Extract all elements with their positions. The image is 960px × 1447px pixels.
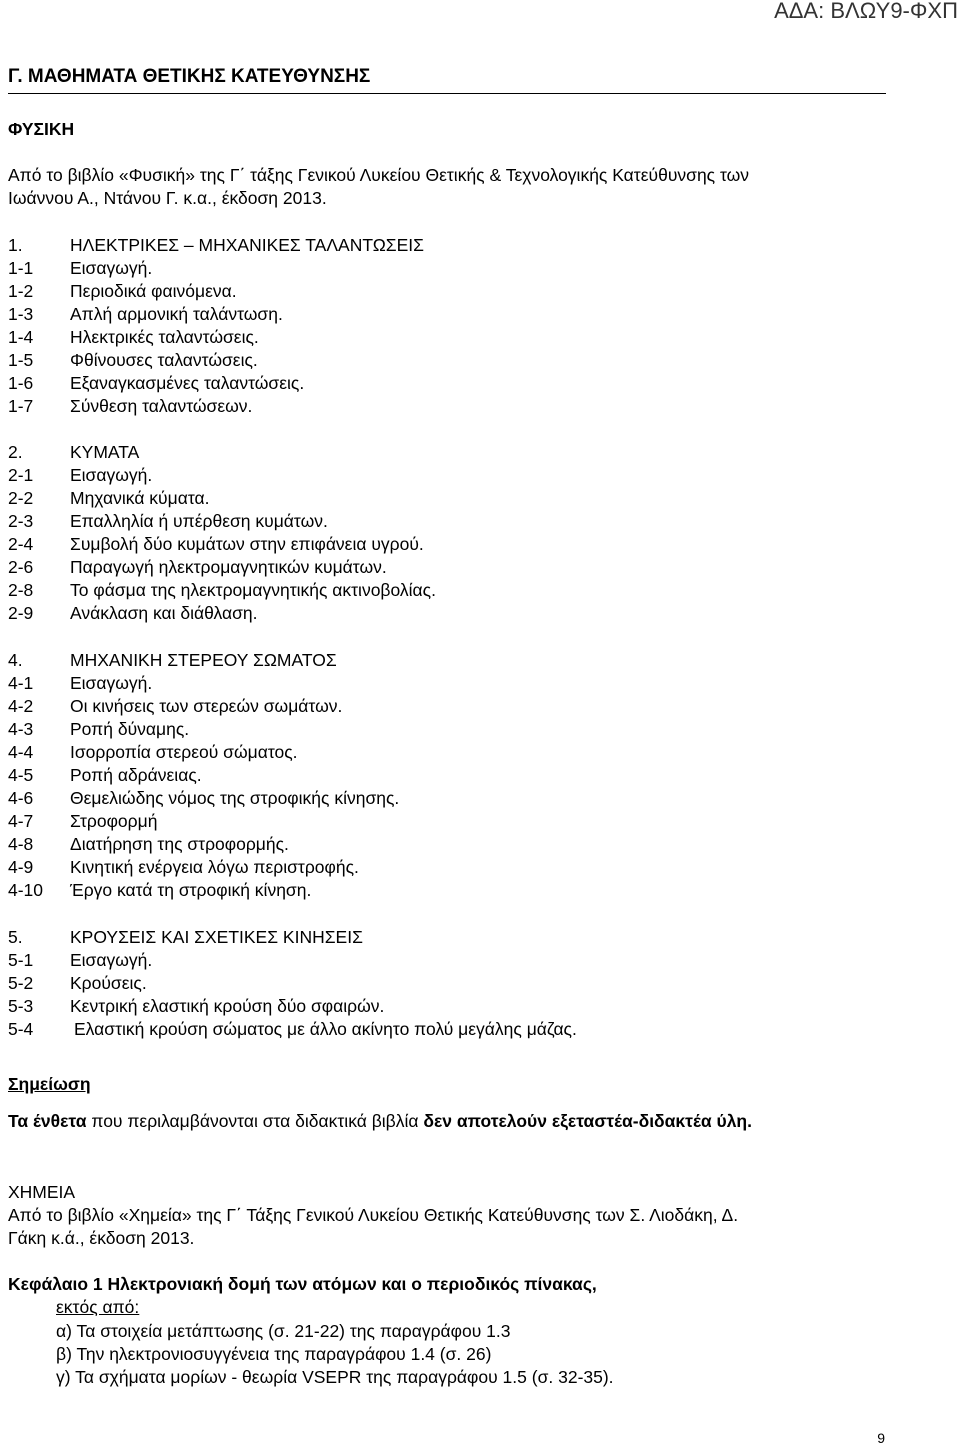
list-item: [8, 303, 283, 325]
item-number: 4-1: [8, 673, 34, 693]
item-number: 2-3: [8, 511, 34, 531]
chemistry-source-line-2: Γάκη κ.ά., έκδοση 2013.: [8, 1228, 195, 1248]
physics-source-line-1: Από το βιβλίο «Φυσική» της Γ΄ τάξης Γενικού Λυκείου Θετικής & Τεχνολογικής Κατεύθυνσης των: [8, 165, 750, 185]
chapter-number: 5.: [8, 927, 23, 947]
item-text: Ανάκλαση και διάθλαση.: [70, 603, 258, 623]
list-item: [8, 787, 399, 809]
item-text: Έργο κατά τη στροφική κίνηση.: [70, 880, 312, 900]
item-text: Συμβολή δύο κυμάτων στην επιφάνεια υγρού.: [70, 534, 424, 554]
note-text: [8, 1110, 752, 1132]
item-number: 4-9: [8, 857, 34, 877]
chemistry-heading: ΧΗΜΕΙΑ: [8, 1182, 76, 1202]
item-number: 2-9: [8, 603, 34, 623]
item-number: 1-4: [8, 327, 34, 347]
note-text-bold-1: Τα ένθετα: [8, 1111, 87, 1131]
except-label: εκτός από:: [56, 1297, 140, 1317]
title-underline: [8, 93, 886, 94]
list-item: [8, 972, 147, 994]
except-item: α) Τα στοιχεία μετάπτωσης (σ. 21-22) της παραγράφου 1.3: [56, 1321, 511, 1341]
list-item: [8, 672, 152, 694]
item-number: 1-1: [8, 258, 34, 278]
item-text: Θεμελιώδης νόμος της στροφικής κίνησης.: [70, 788, 400, 808]
list-item: [8, 280, 237, 302]
item-text: Παραγωγή ηλεκτρομαγνητικών κυμάτων.: [70, 557, 387, 577]
item-number: 4-8: [8, 834, 34, 854]
item-number: 4-5: [8, 765, 34, 785]
list-item: [8, 349, 258, 371]
item-text: Επαλληλία ή υπέρθεση κυμάτων.: [70, 511, 328, 531]
item-text: Κινητική ενέργεια λόγω περιστροφής.: [70, 857, 359, 877]
item-text: Περιοδικά φαινόμενα.: [70, 281, 237, 301]
item-text: Κρούσεις.: [70, 973, 147, 993]
note-text-bold-2: δεν αποτελούν εξεταστέα-διδακτέα ύλη.: [423, 1111, 752, 1131]
item-number: 4-3: [8, 719, 34, 739]
list-item: [8, 995, 384, 1017]
chapter-title: ΚΥΜΑΤΑ: [70, 442, 140, 462]
item-text: Κεντρική ελαστική κρούση δύο σφαιρών.: [70, 996, 385, 1016]
list-item: [8, 257, 152, 279]
item-text: Διατήρηση της στροφορμής.: [70, 834, 289, 854]
chapter-number: 2.: [8, 442, 23, 462]
chapter-heading: [8, 649, 337, 671]
chapter-title: ΗΛΕΚΤΡΙΚΕΣ – ΜΗΧΑΝΙΚΕΣ ΤΑΛΑΝΤΩΣΕΙΣ: [70, 235, 424, 255]
item-text: Ροπή δύναμης.: [70, 719, 190, 739]
except-item: β) Την ηλεκτρονιοσυγγένεια της παραγράφου 1.4 (σ. 26): [56, 1344, 492, 1364]
list-item: [8, 879, 311, 901]
list-item: [8, 464, 152, 486]
chemistry-source-line-1: Από το βιβλίο «Χημεία» της Γ΄ Τάξης Γενικού Λυκείου Θετικής Κατεύθυνσης των Σ. Λιοδάκη, Δ.: [8, 1205, 739, 1225]
item-number: 4-10: [8, 880, 44, 900]
chapter-heading: [8, 926, 363, 948]
item-number: 2-8: [8, 580, 34, 600]
list-item: [8, 395, 252, 417]
list-item: [8, 510, 328, 532]
section-title: Γ. ΜΑΘΗΜΑΤΑ ΘΕΤΙΚΗΣ ΚΑΤΕΥΘΥΝΣΗΣ: [8, 66, 371, 87]
item-text: Οι κινήσεις των στερεών σωμάτων.: [70, 696, 343, 716]
list-item: [8, 718, 189, 740]
item-text: Εξαναγκασμένες ταλαντώσεις.: [70, 373, 305, 393]
list-item: [8, 1018, 577, 1040]
item-text: Σύνθεση ταλαντώσεων.: [70, 396, 253, 416]
list-item: [8, 810, 157, 832]
list-item: [8, 833, 289, 855]
chapter-title: ΚΡΟΥΣΕΙΣ ΚΑΙ ΣΧΕΤΙΚΕΣ ΚΙΝΗΣΕΙΣ: [70, 927, 363, 947]
page-number: 9: [877, 1430, 885, 1446]
item-text: Ροπή αδράνειας.: [70, 765, 202, 785]
note-text-regular: που περιλαμβάνονται στα διδακτικά βιβλία: [86, 1111, 424, 1131]
item-number: 1-3: [8, 304, 34, 324]
item-text: Εισαγωγή.: [70, 465, 153, 485]
item-number: 1-7: [8, 396, 34, 416]
item-number: 5-2: [8, 973, 34, 993]
chapter-number: 1.: [8, 235, 23, 255]
item-text: Εισαγωγή.: [70, 258, 153, 278]
item-number: 5-3: [8, 996, 34, 1016]
item-number: 2-1: [8, 465, 34, 485]
list-item: [8, 602, 258, 624]
item-text: Εισαγωγή.: [70, 950, 153, 970]
item-text: Ηλεκτρικές ταλαντώσεις.: [70, 327, 259, 347]
item-number: 4-2: [8, 696, 34, 716]
item-number: 4-7: [8, 811, 34, 831]
chapter-number: 4.: [8, 650, 23, 670]
note-heading: Σημείωση: [8, 1074, 91, 1094]
item-text: Στροφορμή: [70, 811, 158, 831]
list-item: [8, 533, 424, 555]
item-number: 5-4: [8, 1019, 34, 1039]
list-item: [8, 741, 298, 763]
item-text: Ισορροπία στερεού σώματος.: [70, 742, 298, 762]
item-number: 2-2: [8, 488, 34, 508]
item-number: 1-5: [8, 350, 34, 370]
list-item: [8, 856, 359, 878]
chapter-heading: [8, 441, 139, 463]
item-text: Εισαγωγή.: [70, 673, 153, 693]
item-text: Φθίνουσες ταλαντώσεις.: [70, 350, 258, 370]
list-item: [8, 579, 436, 601]
list-item: [8, 372, 304, 394]
list-item: [8, 764, 202, 786]
item-number: 1-6: [8, 373, 34, 393]
list-item: [8, 695, 342, 717]
item-number: 4-4: [8, 742, 34, 762]
list-item: [8, 326, 259, 348]
list-item: [8, 949, 152, 971]
item-number: 4-6: [8, 788, 34, 808]
chemistry-chapter: Κεφάλαιο 1 Ηλεκτρονιακή δομή των ατόμων και ο περιοδικός πίνακας,: [8, 1274, 597, 1294]
except-item: γ) Τα σχήματα μορίων - θεωρία VSEPR της παραγράφου 1.5 (σ. 32-35).: [56, 1367, 614, 1387]
list-item: [8, 556, 387, 578]
item-text: Απλή αρμονική ταλάντωση.: [70, 304, 283, 324]
item-number: 5-1: [8, 950, 34, 970]
chapter-heading: [8, 234, 424, 256]
list-item: [8, 487, 209, 509]
item-text: Μηχανικά κύματα.: [70, 488, 210, 508]
physics-source-line-2: Ιωάννου Α., Ντάνου Γ. κ.α., έκδοση 2013.: [8, 188, 327, 208]
item-number: 1-2: [8, 281, 34, 301]
ada-code: ΑΔΑ: ΒΛΩΥ9-ΦΧΠ: [774, 0, 958, 23]
item-text: Το φάσμα της ηλεκτρομαγνητικής ακτινοβολίας.: [70, 580, 436, 600]
chapter-title: ΜΗΧΑΝΙΚΗ ΣΤΕΡΕΟΥ ΣΩΜΑΤΟΣ: [70, 650, 337, 670]
item-number: 2-6: [8, 557, 34, 577]
item-number: 2-4: [8, 534, 34, 554]
physics-heading: ΦΥΣΙΚΗ: [8, 119, 75, 139]
item-text: Ελαστική κρούση σώματος με άλλο ακίνητο πολύ μεγάλης μάζας.: [74, 1019, 577, 1039]
